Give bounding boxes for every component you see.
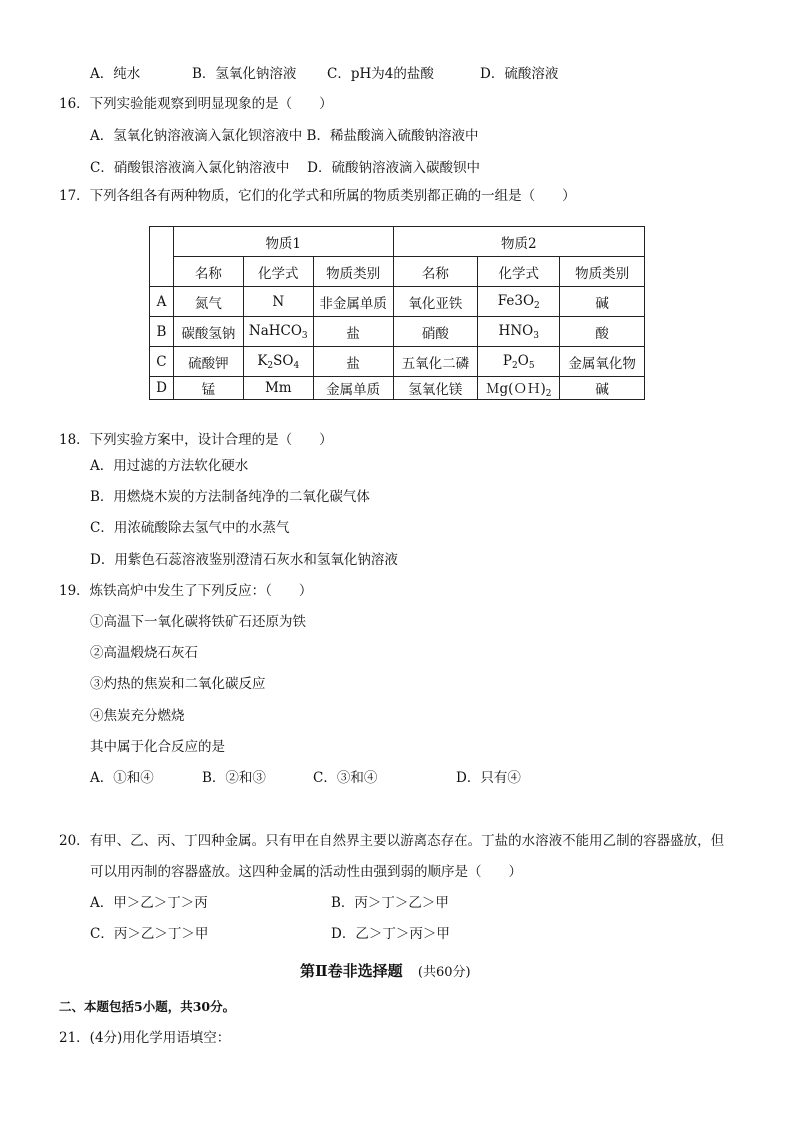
formula-subscript: 2 bbox=[545, 389, 552, 399]
table-header: 名称 bbox=[173, 257, 243, 287]
section-title-text: 第Ⅱ卷非选择题 bbox=[300, 962, 403, 980]
q20-option-b: B．丙＞丁＞乙＞甲 bbox=[331, 895, 449, 911]
q19-option-c: C．③和④ bbox=[313, 770, 378, 786]
q16-options-line1: A．氢氧化钠溶液滴入氯化钡溶液中 B．稀盐酸滴入硫酸钠溶液中 bbox=[90, 128, 479, 144]
table-row bbox=[150, 377, 645, 400]
table-cell-formula bbox=[478, 287, 560, 317]
table-cell: 氧化亚铁 bbox=[393, 287, 478, 317]
table-cell-formula bbox=[478, 377, 560, 400]
table-cell: Mm bbox=[243, 377, 313, 400]
row-label: C bbox=[150, 347, 174, 377]
formula-part: HNO bbox=[498, 322, 534, 339]
table-cell: 碳酸氢钠 bbox=[173, 317, 243, 347]
q17-table bbox=[149, 226, 645, 400]
q18-option-b: B．用燃烧木炭的方法制备纯净的二氧化碳气体 bbox=[90, 489, 370, 505]
q19-option-a: A．①和④ bbox=[90, 770, 154, 786]
row-label: D bbox=[150, 377, 174, 400]
q17-stem: 17．下列各组各有两种物质，它们的化学式和所属的物质类别都正确的一组是（ ） bbox=[59, 188, 576, 204]
table-header: 物质类别 bbox=[560, 257, 645, 287]
row-label: B bbox=[150, 317, 174, 347]
formula-part: NaHCO bbox=[248, 322, 302, 339]
formula-subscript: 5 bbox=[528, 360, 535, 371]
formula-part: O bbox=[522, 292, 535, 309]
table-cell: 氮气 bbox=[173, 287, 243, 317]
table-corner bbox=[150, 227, 174, 287]
table-header: 名称 bbox=[393, 257, 478, 287]
formula-subscript: 4 bbox=[293, 360, 300, 371]
table-header: 化学式 bbox=[478, 257, 560, 287]
formula-part: SO bbox=[273, 352, 294, 369]
table-row bbox=[150, 317, 645, 347]
table-row bbox=[150, 347, 645, 377]
formula-part: 3 bbox=[514, 292, 523, 309]
table-cell: 五氧化二磷 bbox=[393, 347, 478, 377]
table-cell: 盐 bbox=[313, 317, 393, 347]
table-cell: 锰 bbox=[173, 377, 243, 400]
q15-option-c: C．pH为4的盐酸 bbox=[327, 66, 434, 82]
table-cell: 硫酸钾 bbox=[173, 347, 243, 377]
table-cell: 盐 bbox=[313, 347, 393, 377]
q19-option-b: B．②和③ bbox=[202, 770, 266, 786]
formula-subscript: 2 bbox=[267, 360, 274, 371]
q15-option-d: D．硫酸溶液 bbox=[480, 66, 559, 82]
table-cell: 硝酸 bbox=[393, 317, 478, 347]
section-title bbox=[300, 961, 471, 983]
table-header: 物质类别 bbox=[313, 257, 393, 287]
q18-stem: 18．下列实验方案中，设计合理的是（ ） bbox=[59, 432, 333, 448]
q16-stem: 16．下列实验能观察到明显现象的是（ ） bbox=[59, 96, 333, 112]
formula-part: Fe bbox=[497, 292, 515, 309]
table-cell: N bbox=[243, 287, 313, 317]
q20-option-d: D．乙＞丁＞丙＞甲 bbox=[331, 926, 450, 942]
part-heading: 二、本题包括5小题，共30分。 bbox=[59, 999, 236, 1014]
q20-option-c: C．丙＞乙＞丁＞甲 bbox=[90, 926, 209, 942]
table-cell: 氢氧化镁 bbox=[393, 377, 478, 400]
q15-option-a: A．纯水 bbox=[90, 66, 141, 82]
table-cell-formula bbox=[478, 317, 560, 347]
q19-item-1: ①高温下一氧化碳将铁矿石还原为铁 bbox=[90, 614, 306, 630]
q16-options-line2: C．硝酸银溶液滴入氯化钠溶液中 D．硫酸钠溶液滴入碳酸钡中 bbox=[90, 160, 480, 176]
table-cell-formula bbox=[243, 347, 313, 377]
formula-subscript: 3 bbox=[301, 330, 308, 341]
q19-item-3: ③灼热的焦炭和二氧化碳反应 bbox=[90, 676, 266, 692]
table-cell: 金属氧化物 bbox=[560, 347, 645, 377]
q18-option-a: A．用过滤的方法软化硬水 bbox=[90, 458, 249, 474]
formula-part: Ｍg(ＯＨ) bbox=[486, 381, 546, 397]
formula-part: O bbox=[517, 352, 529, 369]
q19-item-2: ②高温煅烧石灰石 bbox=[90, 645, 198, 661]
table-cell-formula bbox=[478, 347, 560, 377]
row-label: A bbox=[150, 287, 174, 317]
q19-stem: 19．炼铁高炉中发生了下列反应：（ ） bbox=[59, 583, 313, 599]
q19-item-4: ④焦炭充分燃烧 bbox=[90, 708, 185, 724]
table-header: 化学式 bbox=[243, 257, 313, 287]
table-cell: 碱 bbox=[560, 287, 645, 317]
q19-question: 其中属于化合反应的是 bbox=[90, 739, 225, 755]
formula-subscript: 2 bbox=[512, 360, 518, 371]
table-group-header-1: 物质1 bbox=[173, 227, 393, 257]
table-cell: 碱 bbox=[560, 377, 645, 400]
table-cell: 酸 bbox=[560, 317, 645, 347]
formula-subscript: 3 bbox=[533, 330, 539, 341]
q15-option-b: B．氢氧化钠溶液 bbox=[192, 66, 297, 82]
q20-stem-line1: 20．有甲、乙、丙、丁四种金属。只有甲在自然界主要以游离态存在。丁盐的水溶液不能用乙制的容器盛放，但 bbox=[59, 833, 725, 849]
table-cell: 非金属单质 bbox=[313, 287, 393, 317]
table-cell: 金属单质 bbox=[313, 377, 393, 400]
formula-part: P bbox=[502, 352, 513, 369]
table-row bbox=[150, 287, 645, 317]
section-score: (共60分) bbox=[417, 965, 471, 980]
table-group-header-2: 物质2 bbox=[393, 227, 644, 257]
table-cell-formula bbox=[243, 317, 313, 347]
q18-option-c: C．用浓硫酸除去氢气中的水蒸气 bbox=[90, 520, 290, 536]
formula-part: K bbox=[257, 352, 268, 369]
q19-option-d: D．只有④ bbox=[456, 770, 521, 786]
q18-option-d: D．用紫色石蕊溶液鉴别澄清石灰水和氢氧化钠溶液 bbox=[90, 552, 398, 568]
q20-stem-line2: 可以用丙制的容器盛放。这四种金属的活动性由强到弱的顺序是（ ） bbox=[90, 864, 522, 880]
formula-subscript: 2 bbox=[534, 300, 540, 311]
q21-stem: 21．(4分)用化学用语填空： bbox=[59, 1030, 231, 1046]
q20-option-a: A．甲＞乙＞丁＞丙 bbox=[90, 895, 208, 911]
